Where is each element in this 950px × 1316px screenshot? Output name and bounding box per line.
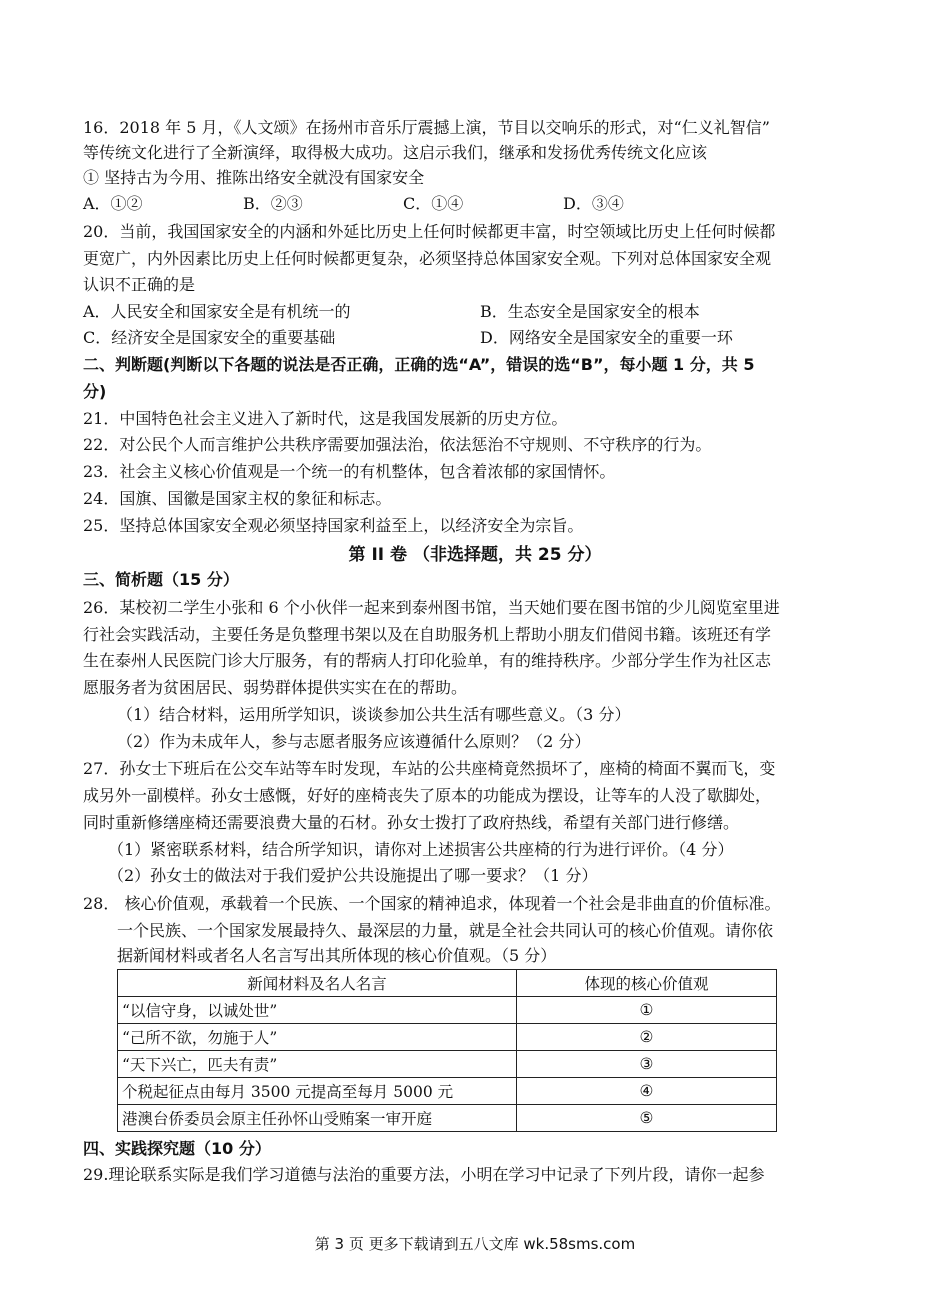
table-header-row: [118, 970, 777, 997]
q20-line-2: 更宽广，内外因素比历史上任何时候都更复杂，必须坚持总体国家安全观。下列对总体国家安全观: [83, 249, 772, 268]
table-cell-material: “己所不欲，勿施于人”: [118, 1024, 517, 1051]
table-row: [118, 997, 777, 1024]
q16-line-2: 等传统文化进行了全新演绎，取得极大成功。这启示我们，继承和发扬优秀传统文化应该: [83, 143, 708, 162]
q16-option-c: C．①④: [403, 194, 464, 213]
q26-line-2: 行社会实践活动，主要任务是负整理书架以及在自助服务机上帮助小朋友们借阅书籍。该班还有学: [83, 625, 772, 644]
table-header-value: 体现的核心价值观: [517, 970, 777, 997]
q16-line-3: ① 坚持古为今用、推陈出络安全就没有国家安全: [83, 168, 425, 187]
q27-line-3: 同时重新修缮座椅还需要浪费大量的石材。孙女士拨打了政府热线，希望有关部门进行修缮。: [83, 813, 740, 832]
q26-line-3: 生在泰州人民医院门诊大厅服务，有的帮病人打印化验单，有的维持秩序。少部分学生作为社区志: [83, 651, 772, 670]
table-cell-material: 个税起征点由每月 3500 元提高至每月 5000 元: [118, 1078, 517, 1105]
q25: 25．坚持总体国家安全观必须坚持国家利益至上，以经济安全为宗旨。: [83, 516, 584, 535]
q16-line-1: 16．2018 年 5 月，《人文颂》在扬州市音乐厅震撼上演，节目以交响乐的形式，对“仁义礼智信”: [83, 118, 770, 137]
q27-line-2: 成另外一副模样。孙女士感慨，好好的座椅丧失了原本的功能成为摆设，让等车的人没了歇脚处，: [83, 786, 772, 805]
core-values-table: [117, 969, 777, 1132]
q16-options: [83, 192, 723, 216]
q20-option-c: C．经济安全是国家安全的重要基础: [83, 328, 336, 347]
q24: 24．国旗、国徽是国家主权的象征和标志。: [83, 489, 392, 508]
table-cell-material: 港澳台侨委员会原主任孙怀山受贿案一审开庭: [118, 1105, 517, 1132]
q26-sub-1: （1）结合材料，运用所学知识，谈谈参加公共生活有哪些意义。（3 分）: [117, 705, 631, 724]
q20-line-3: 认识不正确的是: [83, 275, 196, 294]
table-cell-material: “以信守身，以诚处世”: [118, 997, 517, 1024]
q28-line-2: 一个民族、一个国家发展最持久、最深层的力量，就是全社会共同认可的核心价值观。请你依: [117, 921, 774, 940]
section3-title: 三、简析题（15 分）: [83, 570, 239, 589]
q26-sub-2: （2）作为未成年人，参与志愿者服务应该遵循什么原则？（2 分）: [117, 732, 591, 751]
q20-option-d: D．网络安全是国家安全的重要一环: [480, 328, 733, 347]
q20-option-a: A．人民安全和国家安全是有机统一的: [83, 302, 351, 321]
q26-line-1: 26．某校初二学生小张和 6 个小伙伴一起来到泰州图书馆，当天她们要在图书馆的少儿阅览室里进: [83, 598, 780, 617]
section2-title-line-2: 分): [83, 382, 107, 401]
section2-title-line-1: 二、判断题(判断以下各题的说法是否正确，正确的选“A”，错误的选“B”，每小题 1 分，共 5: [83, 355, 755, 374]
table-row: [118, 1105, 777, 1132]
q29-line-1: 29.理论联系实际是我们学习道德与法治的重要方法，小明在学习中记录了下列片段，请你一起参: [83, 1165, 765, 1184]
q28-line-1: 28． 核心价值观，承载着一个民族、一个国家的精神追求，体现着一个社会是非曲直的价值标准。: [83, 894, 781, 913]
q27-sub-1: （1）紧密联系材料，结合所学知识，请你对上述损害公共座椅的行为进行评价。（4 分）: [108, 840, 734, 859]
q16-option-b: B．②③: [243, 194, 303, 213]
q27-sub-2: （2）孙女士的做法对于我们爱护公共设施提出了哪一要求？（1 分）: [108, 866, 598, 885]
q21: 21．中国特色社会主义进入了新时代，这是我国发展新的历史方位。: [83, 409, 568, 428]
q23: 23．社会主义核心价值观是一个统一的有机整体，包含着浓郁的家国情怀。: [83, 462, 616, 481]
table-cell-material: “天下兴亡，匹夫有责”: [118, 1051, 517, 1078]
q20-option-b: B．生态安全是国家安全的根本: [480, 302, 700, 321]
section4-title: 四、实践探究题（10 分）: [83, 1139, 271, 1158]
q28-line-3: 据新闻材料或者名人名言写出其所体现的核心价值观。（5 分）: [117, 946, 557, 965]
table-row: [118, 1078, 777, 1105]
table-cell-value: ④: [517, 1078, 777, 1105]
q16-option-d: D．③④: [563, 194, 624, 213]
part2-title: 第 II 卷 （非选择题，共 25 分）: [348, 545, 602, 565]
q26-line-4: 愿服务者为贫困居民、弱势群体提供实实在在的帮助。: [83, 678, 468, 697]
table-cell-value: ②: [517, 1024, 777, 1051]
table-cell-value: ①: [517, 997, 777, 1024]
table-cell-value: ③: [517, 1051, 777, 1078]
table-header-material: 新闻材料及名人名言: [118, 970, 517, 997]
table-cell-value: ⑤: [517, 1105, 777, 1132]
table-row: [118, 1051, 777, 1078]
table-row: [118, 1024, 777, 1051]
q27-line-1: 27．孙女士下班后在公交车站等车时发现，车站的公共座椅竟然损坏了，座椅的椅面不翼而飞，变: [83, 759, 776, 778]
q20-line-1: 20．当前，我国国家安全的内涵和外延比历史上任何时候都更丰富，时空领域比历史上任何时候都: [83, 222, 776, 241]
q16-option-a: A．①②: [83, 194, 143, 213]
page-footer: 第 3 页 更多下载请到五八文库 wk.58sms.com: [314, 1235, 636, 1253]
q22: 22．对公民个人而言维护公共秩序需要加强法治，依法惩治不守规则、不守秩序的行为。: [83, 435, 712, 454]
